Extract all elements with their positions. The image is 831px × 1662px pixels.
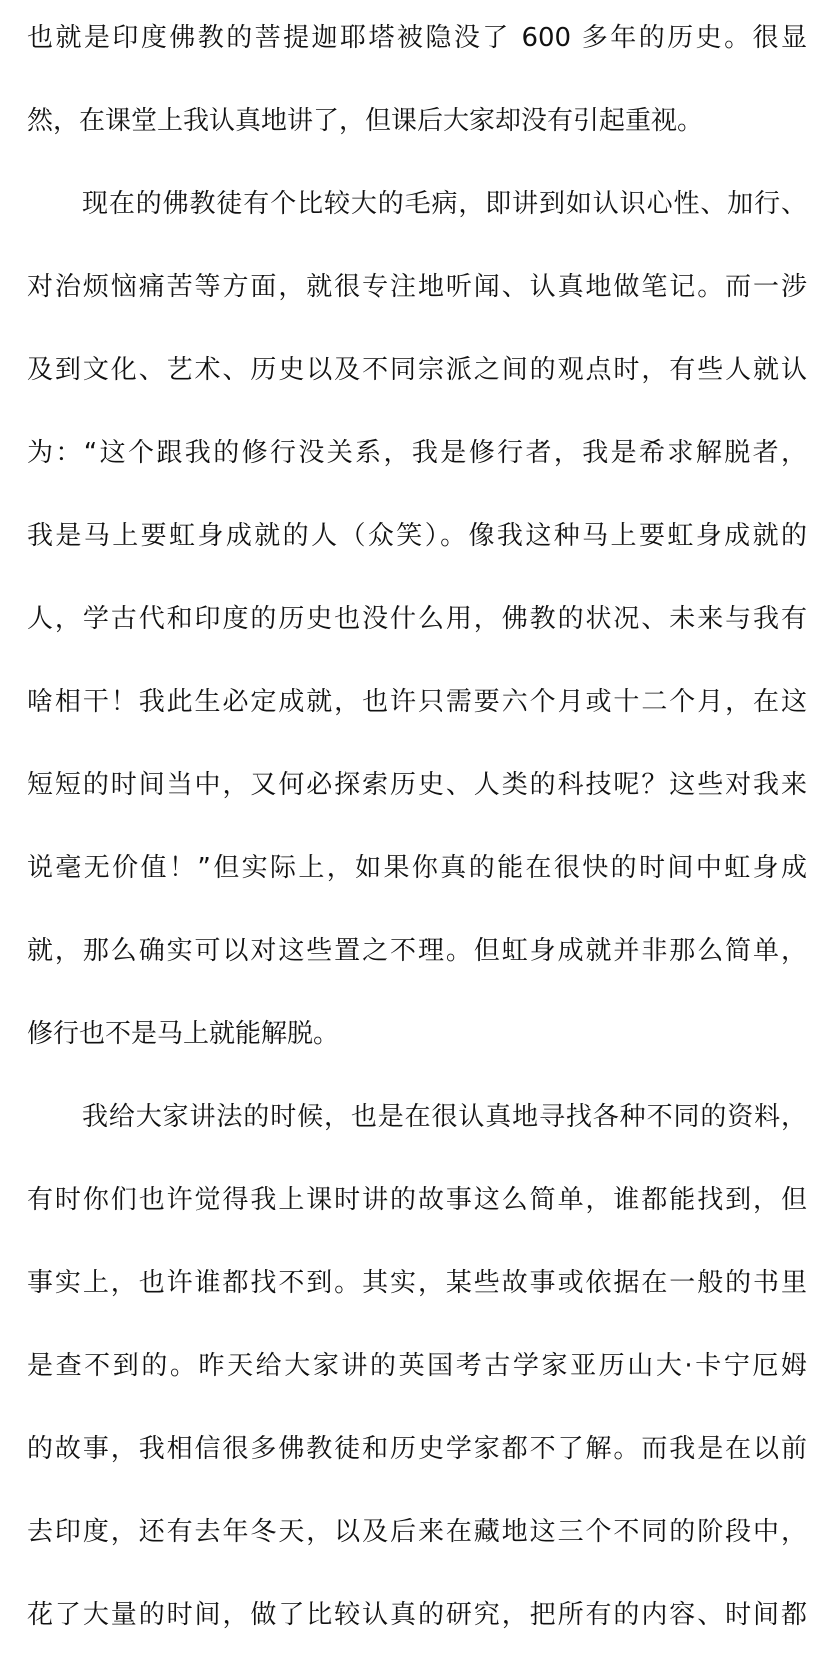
text-line-12: 就，那么确实可以对这些置之不理。但虹身成就并非那么简单， (27, 936, 807, 966)
text-line-4: 对治烦恼痛苦等方面，就很专注地听闻、认真地做笔记。而一涉 (27, 272, 807, 302)
text-line-10: 短短的时间当中，又何必探索历史、人类的科技呢？这些对我来 (27, 770, 807, 800)
text-line-11: 说毫无价值！”但实际上，如果你真的能在很快的时间中虹身成 (27, 853, 807, 883)
text-line-15: 有时你们也许觉得我上课时讲的故事这么简单，谁都能找到，但 (27, 1185, 807, 1215)
text-line-2: 然，在课堂上我认真地讲了，但课后大家却没有引起重视。 (27, 106, 704, 136)
paragraph-start-line-14: 我给大家讲法的时候，也是在很认真地寻找各种不同的资料， (82, 1102, 807, 1132)
text-line-13: 修行也不是马上就能解脱。 (27, 1019, 340, 1049)
text-line-7: 我是马上要虹身成就的人（众笑）。像我这种马上要虹身成就的 (27, 521, 807, 551)
text-line-1: 也就是印度佛教的菩提迦耶塔被隐没了 600 多年的历史。很显 (27, 23, 807, 53)
text-line-8: 人，学古代和印度的历史也没什么用，佛教的状况、未来与我有 (27, 604, 807, 634)
text-line-19: 去印度，还有去年冬天，以及后来在藏地这三个不同的阶段中， (27, 1517, 807, 1547)
text-line-16: 事实上，也许谁都找不到。其实，某些故事或依据在一般的书里 (27, 1268, 807, 1298)
text-line-18: 的故事，我相信很多佛教徒和历史学家都不了解。而我是在以前 (27, 1434, 807, 1464)
text-line-20: 花了大量的时间，做了比较认真的研究，把所有的内容、时间都 (27, 1600, 807, 1630)
paragraph-start-line-3: 现在的佛教徒有个比较大的毛病，即讲到如认识心性、加行、 (82, 189, 807, 219)
text-line-17: 是查不到的。昨天给大家讲的英国考古学家亚历山大·卡宁厄姆 (27, 1351, 807, 1381)
text-line-9: 啥相干！我此生必定成就，也许只需要六个月或十二个月，在这 (27, 687, 807, 717)
text-line-5: 及到文化、艺术、历史以及不同宗派之间的观点时，有些人就认 (27, 355, 807, 385)
text-line-6: 为：“这个跟我的修行没关系，我是修行者，我是希求解脱者， (27, 438, 807, 468)
